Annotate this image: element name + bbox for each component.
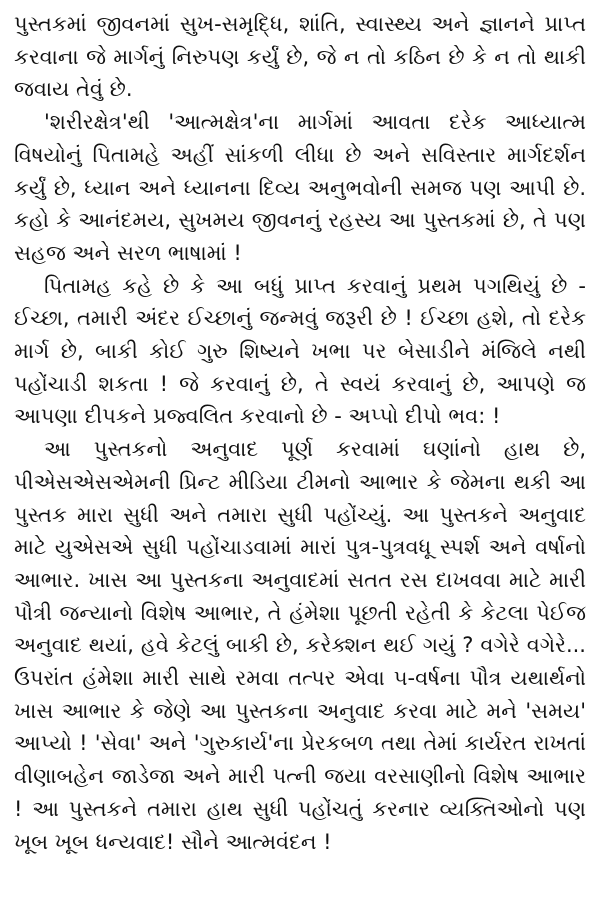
paragraph-desire: પિતામહ કહે છે કે આ બધું પ્રાપ્ત કરવાનું પ્રથમ પગથિયું છે - ઈચ્છા, તમારી અંદર ઈચ્છાનું જન્મવું જરૂરી છે ! ઈચ્છા હશે, તો દરેક માર્ગ છે, બાકી કોઈ ગુરુ શિષ્યને ખભા પર બેસાડીને મંજિલે નથી પહોંચાડી શકતા ! જે કરવાનું છે, તે સ્વયં કરવાનું છે, આપણે જ આપણા દીપકને પ્રજ્વલિત કરવાનો છે - અપ્પો દીપો ભવ: !: [14, 273, 586, 429]
paragraph-journey: 'શરીરક્ષેત્ર'થી 'આત્મક્ષેત્ર'ના માર્ગમાં આવતા દરેક આધ્યાત્મ વિષયોનું પિતામહે અહીં સાંકળી લીધા છે અને સવિસ્તાર માર્ગદર્શન કર્યું છે, ધ્યાન અને ધ્યાનના દિવ્ય અનુભવોની સમજ પણ આપી છે. કહો કે આનંદમય, સુખમય જીવનનું રહસ્ય આ પુસ્તકમાં છે, તે પણ સહજ અને સરળ ભાષામાં !: [14, 110, 586, 265]
paragraph-acknowledgements: આ પુસ્તકનો અનુવાદ પૂર્ણ કરવામાં ઘણાંનો હાથ છે, પીએસએસએમની પ્રિન્ટ મીડિયા ટીમનો આભાર કે જેમના થકી આ પુસ્તક મારા સુધી અને તમારા સુધી પહોંચ્યું. આ પુસ્તકને અનુવાદ માટે યુએસએ સુધી પહોંચાડવામાં મારાં પુત્ર-પુત્રવધૂ સ્પર્શ અને વર્ષાનો આભાર. ખાસ આ પુસ્તકના અનુવાદમાં સતત રસ દાખવવા માટે મારી પૌત્રી જન્યાનો વિશેષ આભાર, તે હંમેશા પૂછતી રહેતી કે કેટલા પેઈજ અનુવાદ થયાં, હવે કેટલું બાકી છે, કરેક્શન થઈ ગયું ? વગેરે વગેરે... ઉપરાંત હંમેશા મારી સાથે રમવા તત્પર એવા ૫-વર્ષના પૌત્ર યથાર્થનો ખાસ આભાર કે જેણે આ પુસ્તકના અનુવાદ કરવા માટે મને 'સમય' આપ્યો ! 'સેવા' અને 'ગુરુકાર્ય'ના પ્રેરકબળ તથા તેમાં કાર્યરત રાખતાં વીણાબહેન જાડેજા અને મારી પત્ની જયા વરસાણીનો વિશેષ આભાર ! આ પુસ્તકને તમારા હાથ સુધી પહોંચતું કરનાર વ્યક્તિઓનો પણ ખૂબ ખૂબ ધન્યવાદ! સૌને આત્મવંદન !: [14, 437, 586, 854]
paragraph-intro: પુસ્તકમાં જીવનમાં સુખ-સમૃદ્ધિ, શાંતિ, સ્વાસ્થ્ય અને જ્ઞાનને પ્રાપ્ત કરવાના જે માર્ગનું નિરુપણ કર્યું છે, જે ન તો કઠિન છે કે ન તો થાકી જવાય તેવું છે.: [14, 12, 586, 102]
